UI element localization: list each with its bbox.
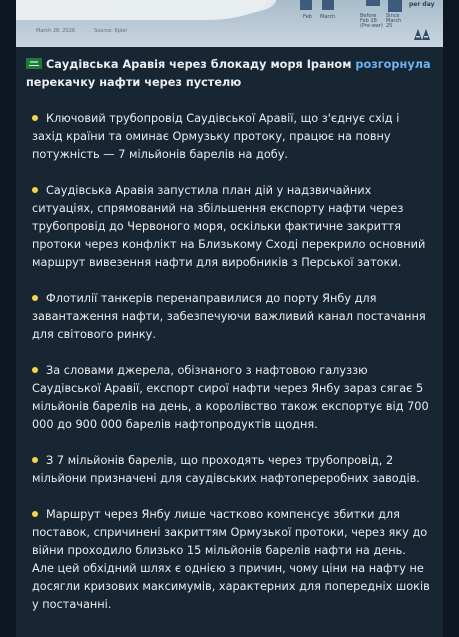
paragraph-text: Маршрут через Янбу лише частково компенсує збитки для поставок, спричинені закриттям Ормузької протоки, через яку до війни проходило близько 15 мільйонів барелів нафти на день. Але цей обхідний шлях є однією з причин, чому ціни на нафту не досягли кризових максимумів, характерних для попередніх шоків у постачанні. — [32, 508, 430, 611]
bullet-icon — [32, 295, 38, 301]
paragraph-5 — [26, 452, 431, 488]
title-text-start: Саудівська Аравія через блокаду моря Іраном — [46, 58, 356, 71]
bullet-icon — [32, 115, 38, 121]
chart-bar — [300, 0, 312, 10]
bullet-icon — [32, 457, 38, 463]
title-text-end: перекачку нафти через пустелю — [26, 76, 242, 89]
paragraph-text: З 7 мільйонів барелів, що проходять через трубопровід, 2 мільйони призначені для саудівських нафтопереробних заводів. — [32, 454, 420, 485]
paragraph-text: За словами джерела, обізнаного з нафтовою галуззю Саудівської Аравії, експорт сирої нафти через Янбу зараз сягає 5 мільйонів барелів на день, а королівство також експортує від 700 000 до 900 000 барелів нафтопродуктів щодня. — [32, 364, 429, 431]
map-source: Source: Kpler — [94, 28, 128, 34]
paragraph-6 — [26, 506, 431, 614]
map-land — [106, 0, 276, 14]
bullet-icon — [32, 511, 38, 517]
bullet-icon — [32, 187, 38, 193]
paragraph-4 — [26, 362, 431, 434]
chart-bar — [366, 0, 380, 6]
bar-label: March — [320, 14, 336, 20]
bullet-icon — [32, 367, 38, 373]
paragraph-text: Ключовий трубопровід Саудівської Аравії, що з'єднує схід і захід країни та оминає Ормузьку протоку, працює на повну потужність — 7 мільйонів барелів на добу. — [32, 112, 400, 161]
saudi-flag-icon — [26, 58, 42, 69]
chart-bar — [388, 0, 402, 12]
paragraph-3 — [26, 290, 431, 344]
bar-label: Before Feb 28 (Pre-war) — [360, 13, 383, 29]
paragraph-text: Флотилії танкерів перенаправилися до порту Янбу для завантаження нафти, забезпечуючи важливий канал постачання для світового ринку. — [32, 292, 426, 341]
message-bubble — [16, 0, 443, 637]
bar-label: Feb — [303, 14, 312, 20]
message-text — [16, 47, 443, 614]
post-title — [26, 56, 431, 92]
agency-logo-icon — [413, 27, 431, 41]
paragraph-text: Саудівська Аравія запустила план дій у надзвичайних ситуаціях, спрямований на збільшення експорту нафти через трубопровід до Червоного моря, оскільки фактичне закриття протоки через конфлікт на Близькому Сході перекрило основний маршрут вивезення нафти для виробників з Перської затоки. — [32, 184, 426, 269]
map-date: March 28, 2026 — [36, 28, 76, 34]
attached-map-image[interactable] — [16, 0, 443, 47]
paragraph-1 — [26, 110, 431, 164]
paragraph-2 — [26, 182, 431, 272]
bar-label: Since March 25 — [386, 13, 402, 29]
chart-bar — [322, 0, 334, 10]
unit-label: per day — [409, 1, 435, 8]
title-link[interactable]: розгорнула — [355, 58, 431, 71]
